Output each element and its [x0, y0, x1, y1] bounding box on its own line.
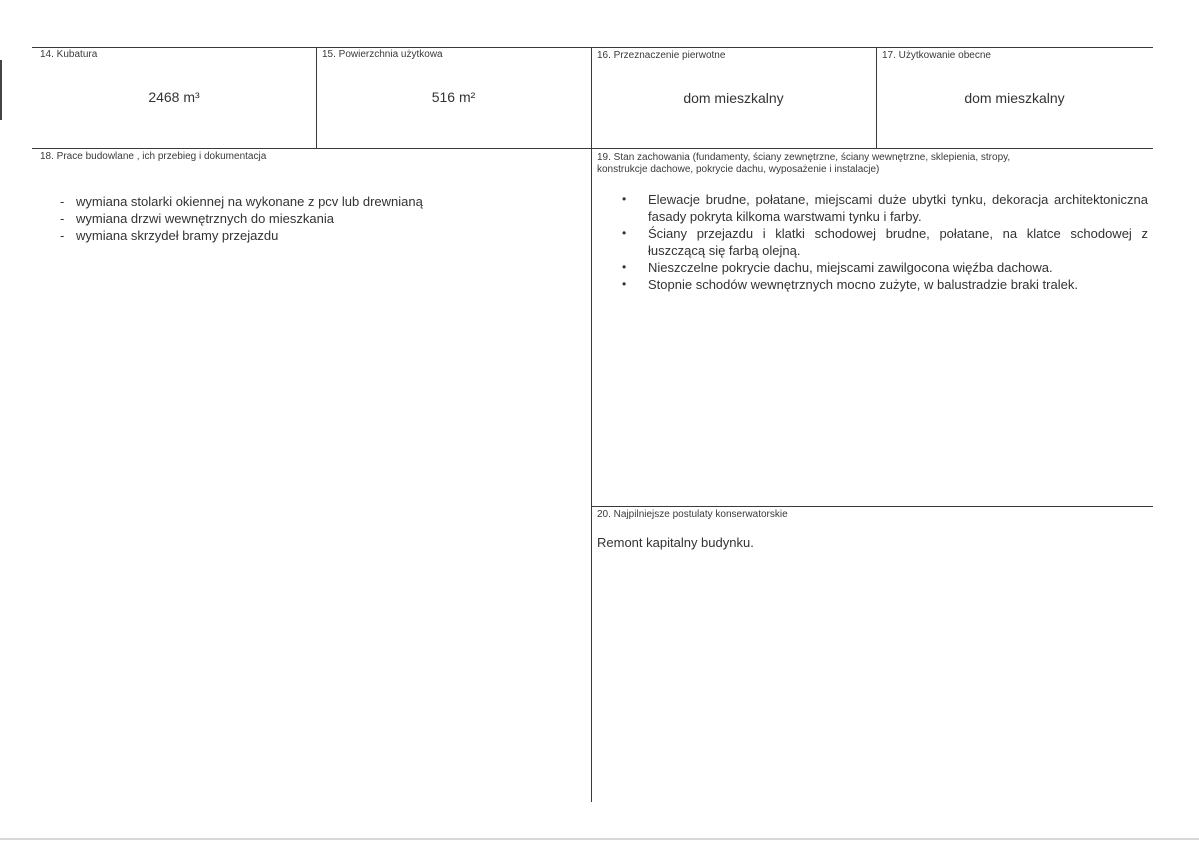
prace-budowlane-label: 18. Prace budowlane , ich przebieg i dokumentacja: [40, 151, 267, 162]
list-item: - wymiana stolarki okiennej na wykonane z pcv lub drewnianą: [60, 193, 423, 210]
top-rule: [32, 47, 1153, 48]
list-item: - wymiana skrzydeł bramy przejazdu: [60, 227, 423, 244]
page-edge-left: [0, 60, 2, 120]
stan-zachowania-list: [622, 191, 1148, 293]
postulaty-text: Remont kapitalny budynku.: [597, 535, 754, 550]
divider-main: [591, 47, 592, 802]
list-item: • Ściany przejazdu i klatki schodowej brudne, połatane, na klatce schodowej z łuszczącą się farbą olejną.: [622, 225, 1148, 259]
kubatura-label: 14. Kubatura: [40, 49, 98, 60]
list-item: • Elewacje brudne, połatane, miejscami duże ubytki tynku, dekoracja architektoniczna fasady pokryta kilkoma warstwami tynku i farby.: [622, 191, 1148, 225]
postulaty-label: 20. Najpilniejsze postulaty konserwatorskie: [597, 509, 788, 520]
list-item: • Stopnie schodów wewnętrznych mocno zużyte, w balustradzie braki tralek.: [622, 276, 1148, 293]
uzytkowanie-value: dom mieszkalny: [964, 90, 1065, 106]
przeznaczenie-value: dom mieszkalny: [683, 90, 784, 106]
stan-zachowania-label-line2: konstrukcje dachowe, pokrycie dachu, wyposażenie i instalacje): [597, 164, 880, 175]
stan-zachowania-label-line1: 19. Stan zachowania (fundamenty, ściany zewnętrzne, ściany wewnętrzne, sklepienia, stropy,: [597, 152, 1011, 163]
powierzchnia-label: 15. Powierzchnia użytkowa: [322, 49, 443, 60]
przeznaczenie-label: 16. Przeznaczenie pierwotne: [597, 50, 726, 61]
row1-bottom-rule: [32, 148, 1153, 149]
uzytkowanie-label: 17. Użytkowanie obecne: [882, 50, 991, 61]
list-item: • Nieszczelne pokrycie dachu, miejscami zawilgocona więźba dachowa.: [622, 259, 1148, 276]
list-item: - wymiana drzwi wewnętrznych do mieszkania: [60, 210, 423, 227]
cell20-top-rule: [591, 506, 1153, 507]
powierzchnia-value: 516 m²: [431, 89, 476, 105]
prace-budowlane-list: [60, 193, 423, 244]
page-edge-bottom: [0, 838, 1199, 840]
kubatura-value: 2468 m³: [148, 89, 200, 105]
